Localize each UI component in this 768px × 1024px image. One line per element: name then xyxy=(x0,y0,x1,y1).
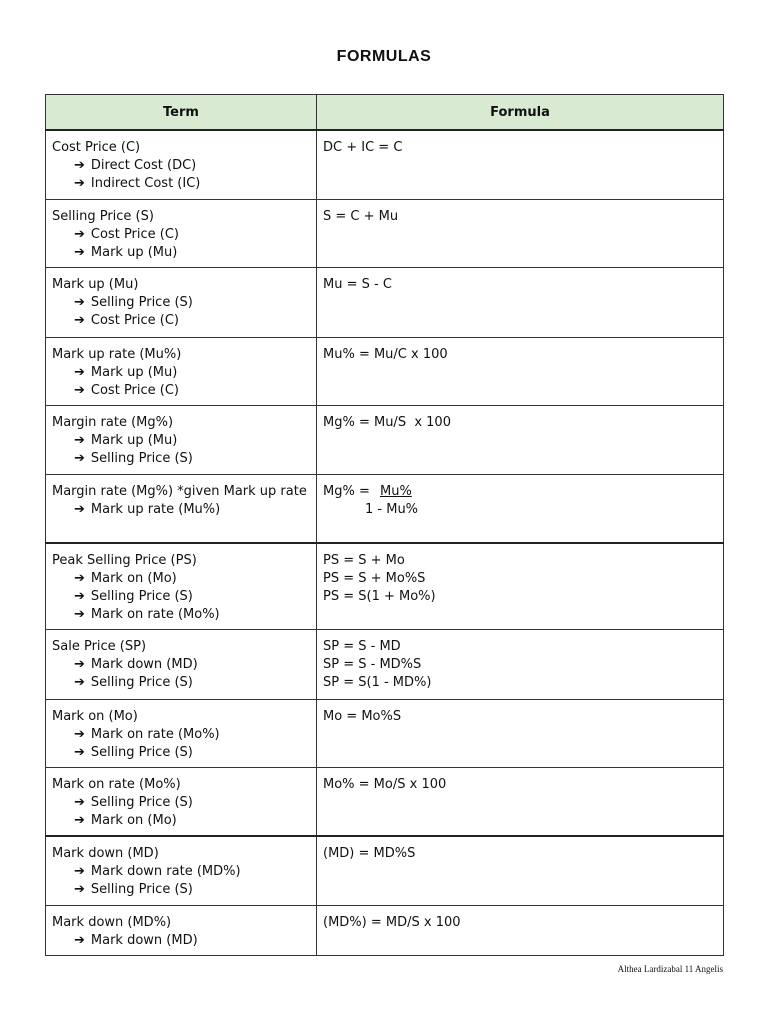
term-label: Mark up rate (Mu%) xyxy=(52,346,182,362)
sub-term: ➔ Cost Price (C) xyxy=(74,312,180,328)
term-cell xyxy=(46,836,317,905)
term-label: Cost Price (C) xyxy=(52,140,141,155)
table-row xyxy=(46,629,724,699)
term-cell xyxy=(46,905,317,955)
term-label: Mark on (Mo) xyxy=(52,708,138,724)
term-cell xyxy=(46,337,317,405)
formula-cell xyxy=(317,130,724,199)
table-row xyxy=(46,130,724,199)
term-cell xyxy=(46,199,317,267)
formula-denominator: 1 - Mu% xyxy=(365,501,419,517)
formulas-table xyxy=(45,94,724,956)
term-cell xyxy=(46,405,317,474)
formula-cell xyxy=(317,836,724,905)
term-label: Sale Price (SP) xyxy=(52,638,147,654)
arrow-icon: ➔ xyxy=(74,158,85,173)
formula-line: Mo = Mo%S xyxy=(323,708,402,724)
formula-line: (MD%) = MD/S x 100 xyxy=(323,914,461,930)
sub-term: ➔ Mark on (Mo) xyxy=(74,571,177,586)
arrow-icon: ➔ xyxy=(74,312,85,328)
sub-term: ➔ Mark up (Mu) xyxy=(74,432,178,448)
table-row xyxy=(46,337,724,405)
sub-term: ➔ Selling Price (S) xyxy=(74,589,193,604)
arrow-icon: ➔ xyxy=(74,812,85,828)
arrow-icon: ➔ xyxy=(74,607,85,622)
sub-term: ➔ Mark up (Mu) xyxy=(74,244,178,260)
sub-term: ➔ Cost Price (C) xyxy=(74,226,180,242)
author-footer: Althea Lardizabal 11 Angelis xyxy=(617,964,723,974)
sub-term: ➔ Mark up rate (Mu%) xyxy=(74,501,221,517)
term-label: Mark on rate (Mo%) xyxy=(52,776,181,792)
page-title: FORMULAS xyxy=(336,48,432,65)
sub-term: ➔ Selling Price (S) xyxy=(74,674,193,690)
term-cell xyxy=(46,267,317,337)
formula-line: DC + IC = C xyxy=(323,140,403,155)
term-cell xyxy=(46,130,317,199)
arrow-icon: ➔ xyxy=(74,656,85,672)
sub-term: ➔ Mark on rate (Mo%) xyxy=(74,726,220,742)
sub-term: ➔ Indirect Cost (IC) xyxy=(74,176,201,191)
arrow-icon: ➔ xyxy=(74,501,85,517)
formula-line: SP = S(1 - MD%) xyxy=(323,674,432,690)
formula-cell xyxy=(317,699,724,767)
sub-term: ➔ Selling Price (S) xyxy=(74,794,193,810)
formula-line: SP = S - MD xyxy=(323,638,401,654)
formula-cell xyxy=(317,267,724,337)
formula-prefix: Mg% = xyxy=(323,483,374,499)
arrow-icon: ➔ xyxy=(74,294,85,310)
table-row xyxy=(46,405,724,474)
formula-line: Mo% = Mo/S x 100 xyxy=(323,776,447,792)
formula-cell xyxy=(317,199,724,267)
arrow-icon: ➔ xyxy=(74,744,85,760)
formula-cell xyxy=(317,905,724,955)
sub-term: ➔ Mark on (Mo) xyxy=(74,812,177,828)
table-row xyxy=(46,267,724,337)
term-label: Mark down (MD) xyxy=(52,846,159,861)
term-label: Mark up (Mu) xyxy=(52,276,139,292)
table-header-row xyxy=(46,95,724,131)
table-row xyxy=(46,836,724,905)
formula-line: PS = S + Mo xyxy=(323,553,405,568)
formula-cell xyxy=(317,474,724,543)
table-row xyxy=(46,905,724,955)
arrow-icon: ➔ xyxy=(74,382,85,398)
term-cell xyxy=(46,767,317,836)
formula-line: Mg% = Mu/S x 100 xyxy=(323,414,451,430)
term-label: Margin rate (Mg%) xyxy=(52,414,174,430)
sub-term: ➔ Mark down (MD) xyxy=(74,656,198,672)
arrow-icon: ➔ xyxy=(74,364,85,380)
arrow-icon: ➔ xyxy=(74,571,85,586)
formula-cell xyxy=(317,405,724,474)
sub-term: ➔ Selling Price (S) xyxy=(74,744,193,760)
arrow-icon: ➔ xyxy=(74,432,85,448)
formula-line: PS = S(1 + Mo%) xyxy=(323,589,436,604)
formula-cell xyxy=(317,767,724,836)
formula-cell xyxy=(317,543,724,629)
table-row xyxy=(46,767,724,836)
term-cell xyxy=(46,629,317,699)
formula-fraction xyxy=(323,483,717,501)
arrow-icon: ➔ xyxy=(74,932,85,948)
sub-term: ➔ Selling Price (S) xyxy=(74,294,193,310)
arrow-icon: ➔ xyxy=(74,176,85,191)
formula-line: SP = S - MD%S xyxy=(323,656,422,672)
term-cell xyxy=(46,543,317,629)
arrow-icon: ➔ xyxy=(74,882,85,897)
formula-line: Mu% = Mu/C x 100 xyxy=(323,346,448,362)
arrow-icon: ➔ xyxy=(74,589,85,604)
table-row xyxy=(46,543,724,629)
term-label: Mark down (MD%) xyxy=(52,914,172,930)
table-row xyxy=(46,199,724,267)
formula-cell xyxy=(317,337,724,405)
sub-term: ➔ Mark up (Mu) xyxy=(74,364,178,380)
arrow-icon: ➔ xyxy=(74,794,85,810)
sub-term: ➔ Selling Price (S) xyxy=(74,882,193,897)
term-column-header: Term xyxy=(46,95,317,131)
formula-cell xyxy=(317,629,724,699)
sub-term: ➔ Mark down rate (MD%) xyxy=(74,864,241,879)
formula-line: S = C + Mu xyxy=(323,208,399,224)
arrow-icon: ➔ xyxy=(74,244,85,260)
arrow-icon: ➔ xyxy=(74,674,85,690)
arrow-icon: ➔ xyxy=(74,726,85,742)
formula-line: (MD) = MD%S xyxy=(323,846,416,861)
term-label: Margin rate (Mg%) *given Mark up rate xyxy=(52,483,307,499)
arrow-icon: ➔ xyxy=(74,864,85,879)
table-row xyxy=(46,699,724,767)
formula-numerator: Mu% xyxy=(379,483,412,499)
table-row xyxy=(46,474,724,543)
sub-term: ➔ Cost Price (C) xyxy=(74,382,180,398)
arrow-icon: ➔ xyxy=(74,226,85,242)
arrow-icon: ➔ xyxy=(74,450,85,466)
term-cell xyxy=(46,699,317,767)
term-cell xyxy=(46,474,317,543)
term-label: Peak Selling Price (PS) xyxy=(52,553,197,568)
term-label: Selling Price (S) xyxy=(52,208,154,224)
formula-line: PS = S + Mo%S xyxy=(323,571,426,586)
formula-line: Mu = S - C xyxy=(323,276,392,292)
sub-term: ➔ Selling Price (S) xyxy=(74,450,193,466)
sub-term: ➔ Direct Cost (DC) xyxy=(74,158,197,173)
formula-column-header: Formula xyxy=(317,95,724,131)
sub-term: ➔ Mark on rate (Mo%) xyxy=(74,607,220,622)
sub-term: ➔ Mark down (MD) xyxy=(74,932,198,948)
